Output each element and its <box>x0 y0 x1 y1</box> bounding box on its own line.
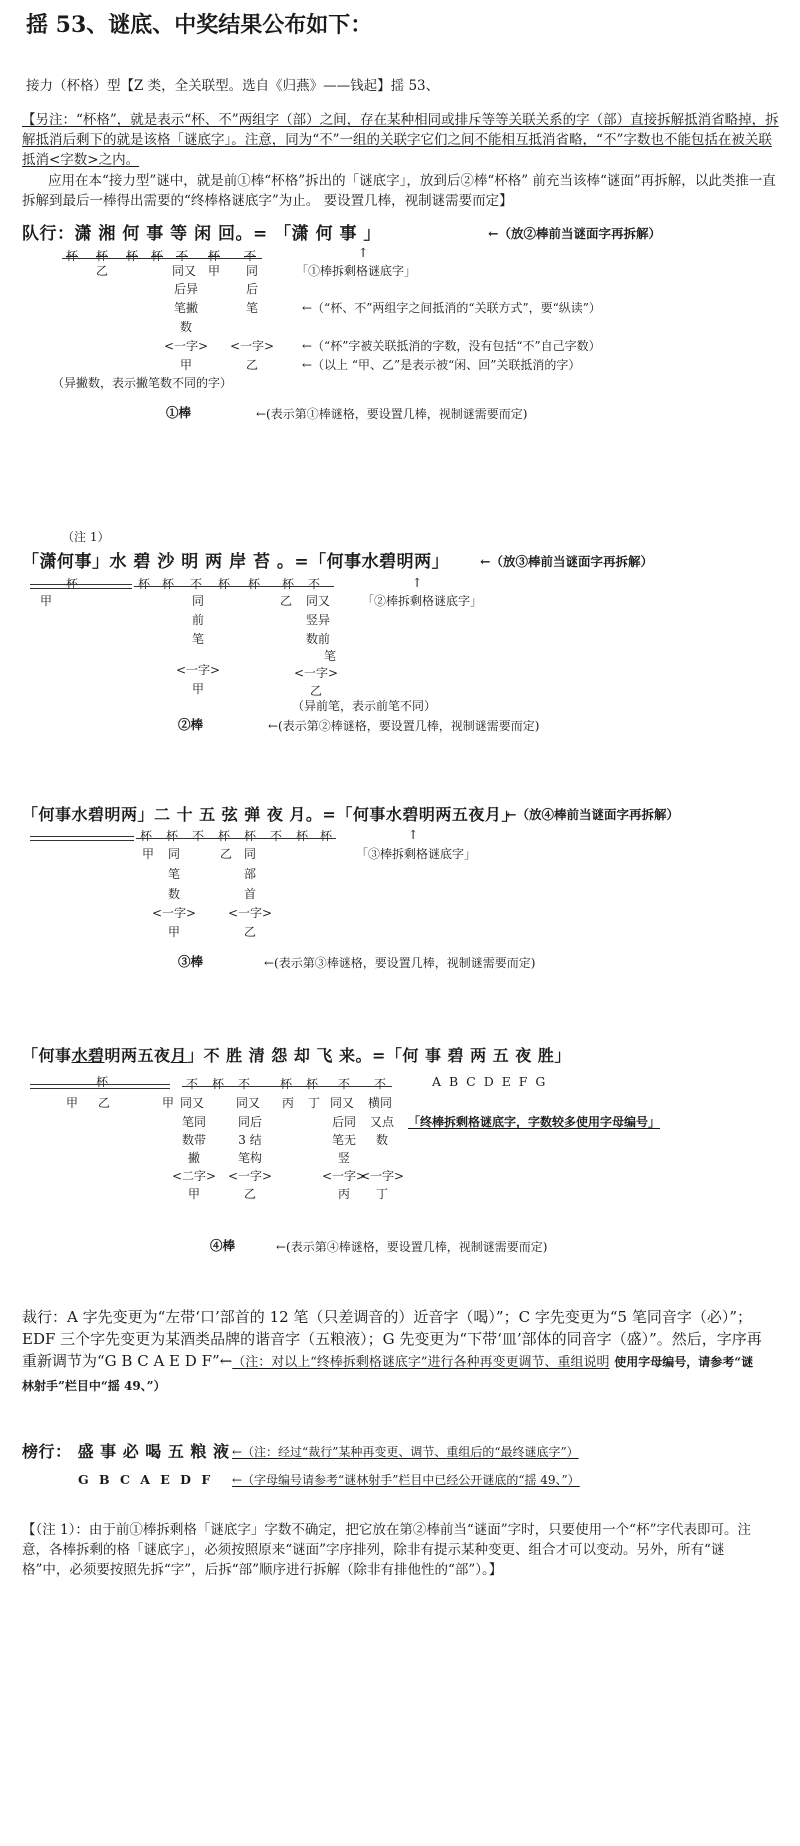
stage4-mark: 杯 <box>96 1075 109 1089</box>
stage1-col2: 后 <box>245 282 258 296</box>
stage1-mark: 杯 <box>151 249 164 263</box>
stage1-col1: 甲 <box>179 358 192 372</box>
stage1-col1: 后异 <box>173 282 198 296</box>
stage3-col2: 同 <box>243 847 256 861</box>
stage4-c2: 同后 <box>237 1115 262 1129</box>
stage2-mark: 杯 <box>248 577 261 591</box>
stage4-c1: 数带 <box>181 1133 206 1147</box>
stage2-strike-line <box>134 586 334 587</box>
stage1-up-arrow: ↑ <box>358 245 369 260</box>
stage3-mark: 杯 <box>320 829 333 843</box>
stage2-arrow-note: ←（放③棒前当谜面字再拆解） <box>480 554 653 569</box>
stage1-mark: 杯 <box>208 249 221 263</box>
stage3-mark: 不 <box>270 829 283 843</box>
stage1-note: ←（“杯”字被关联抵消的字数，没有包括“不”自己字数） <box>302 339 601 353</box>
stage1-row: 队行：潇 湘 何 事 等 闲 回。= 「潇 何 事 」 <box>22 224 381 244</box>
stage2-jia: 甲 <box>40 594 53 608</box>
stage1-stick: ①棒 <box>166 405 192 420</box>
stage4-letters: A B C D E F G <box>432 1074 548 1089</box>
stage2-col2: 乙 <box>309 684 322 698</box>
stage4-c4: 数 <box>375 1133 388 1147</box>
stage4-c1: 笔同 <box>181 1115 206 1129</box>
stage4-stick: ④棒 <box>210 1238 236 1253</box>
stage4-c4: <一字> <box>359 1169 405 1183</box>
stage2-col1: 同 <box>191 594 204 608</box>
stage3-jia: 甲 <box>142 847 155 861</box>
intro-note-a-text: 【另注：“杯格”，就是表示“杯、不”两组字（部）之间，存在某种相同或排斥等等关联关系的字（部）直接拆解抵消省略掉，拆解抵消后剩下的就是该格「谜底字」。注意，同为“不”一组的关联字它们之间不能相互抵消省略，“不”字数也不能包括在被关联抵消 <box>22 112 779 168</box>
cai-text: 裁行：A 字先变更为“左带‘口’部首的 12 笔（只差调音的）近音字（喝）”；C 字先变更为“5 笔同音字（必）”；EDF 三个字先变更为某酒类品牌的谐音字（五粮液）；G 先变更为“下带‘皿’部体的同音字（盛）”。然后，字序再重新调节为“G B C A E D F”←（注：对以上“终棒拆剩格谜底字”进行各种再变更调节、重组说明 使用字母编号，请参考“谜林射手”栏目中“揺 49、”） <box>22 1308 762 1393</box>
stage1-sub: 同 <box>246 264 259 278</box>
stage1-result-label: 「①棒拆剩格谜底字」 <box>296 264 417 278</box>
stage4-c3: 后同 <box>331 1115 356 1129</box>
stage2-col2: 同又 <box>305 594 330 608</box>
stage1-stick-note: ←(表示第①棒谜格，要设置几棒，视制谜需要而定) <box>256 407 528 421</box>
stage4-mark: 不 <box>238 1077 251 1091</box>
stage4-sub: 同又 <box>330 1096 355 1110</box>
bang-letters: G B C A E D F <box>78 1472 214 1487</box>
stage3-col1: 笔 <box>167 867 180 881</box>
stage1-sub: 乙 <box>96 264 109 278</box>
stage4-c3: 竖 <box>337 1151 350 1165</box>
stage3-mark: 杯 <box>140 829 153 843</box>
stage4-mark: 杯 <box>306 1077 319 1091</box>
stage1-strike-line <box>62 258 262 259</box>
stage2-mark: 杯 <box>138 577 151 591</box>
stage2-stick-note: ←(表示第②棒谜格，要设置几棒，视制谜需要而定) <box>268 719 540 733</box>
stage4-result-label: 「终棒拆剩格谜底字，字数较多使用字母编号」 <box>408 1115 661 1129</box>
stage4-mark: 杯 <box>280 1077 293 1091</box>
stage2-col1: 前 <box>191 613 204 627</box>
stage1-mark: 杯 <box>96 249 109 263</box>
intro-line: 接力（杯格）型【Z 类，全关联型。选自《归燕》——钱起】揺 53、 <box>26 78 440 94</box>
stage2-note: （异前笔，表示前笔不同） <box>292 699 437 713</box>
stage4-c2: 3 结 <box>238 1133 262 1147</box>
stage1-note: ←（以上 “甲、乙”是表示被“闲、回”关联抵消的字） <box>302 358 581 372</box>
stage3-col1: 甲 <box>167 925 180 939</box>
stage4-sub: 甲 <box>162 1096 175 1110</box>
stage1-note: ←（“杯、不”两组字之间抵消的“关联方式”，要“纵读”） <box>302 301 601 315</box>
stage3-double-line <box>30 836 134 841</box>
stage2-col2: <一字> <box>293 666 339 680</box>
stage1-col2: 笔 <box>245 301 258 315</box>
stage2-up-arrow: ↑ <box>412 575 423 590</box>
stage2-mark: 杯 <box>66 577 79 591</box>
stage4-c4: 又点 <box>369 1115 394 1129</box>
stage3-result-label: 「③棒拆剩格谜底字」 <box>356 847 477 861</box>
stage2-double-line <box>30 584 132 589</box>
stage1-col1: 笔撇 <box>173 301 198 315</box>
stage3-mark: 杯 <box>166 829 179 843</box>
stage4-mark: 杯 <box>212 1077 225 1091</box>
stage1-mark: 杯 <box>126 249 139 263</box>
stage3-col2: <一字> <box>227 906 273 920</box>
stage4-c1: 撇 <box>187 1151 200 1165</box>
stage1-col1: <一字> <box>163 339 209 353</box>
stage3-col2: 部 <box>243 867 256 881</box>
stage1-arrow-note: ←（放②棒前当谜面字再拆解） <box>488 226 661 241</box>
stage1-note: （异撇数，表示撇笔数不同的字） <box>52 376 233 390</box>
stage4-strike-line <box>182 1086 392 1087</box>
stage3-col2: 首 <box>243 887 256 901</box>
stage1-mark: 杯 <box>66 249 79 263</box>
stage2-col1: 笔 <box>191 632 204 646</box>
stage4-c2: 笔构 <box>237 1151 262 1165</box>
stage3-stick-note: ←(表示第③棒谜格，要设置几棒，视制谜需要而定) <box>264 956 536 970</box>
bang-letters-note: ←（字母编号请参考“谜林射手”栏目中已经公开谜底的“揺 49、”） <box>232 1473 580 1487</box>
stage2-stick: ②棒 <box>178 717 204 732</box>
intro-note-b: 应用在本“接力型”谜中，就是前①棒“杯格”拆出的「谜底字」，放到后②棒“杯格” 前充当该棒“谜面”再拆解，以此类推一直拆解到最后一棒得出需要的“终棒格谜底字”为止。 要设置几棒，视制谜需要而定】 <box>22 173 776 209</box>
stage2-col2: 数前 <box>305 632 330 646</box>
stage1-sub: 甲 <box>208 264 221 278</box>
stage4-sub: 横同 <box>368 1096 393 1110</box>
stage3-col2: 乙 <box>243 925 256 939</box>
stage1-mark: 不 <box>244 249 257 263</box>
footnote: 【（注 1）：由于前①棒拆剩格「谜底字」字数不确定，把它放在第②棒前当“谜面”字时，只要使用一个“杯”字代表即可。注意，各棒拆剩的格「谜底字」，必须按照原来“谜面”字序排列，除非有提示某种变更、组合才可以变动。另外，所有“谜格”中，必须要按照先拆“字”，后拆“部”顺序进行拆解（除非有排他性的“部”）。】 <box>22 1522 751 1578</box>
stage4-c3: <一字> <box>321 1169 367 1183</box>
stage3-stick: ③棒 <box>178 954 204 969</box>
stage4-c4: 丁 <box>375 1187 388 1201</box>
stage1-col2: 乙 <box>245 358 258 372</box>
stage4-c1: 甲 <box>187 1187 200 1201</box>
stage3-yi: 乙 <box>220 847 233 861</box>
stage4-sub: 乙 <box>98 1096 111 1110</box>
stage4-c3: 笔无 <box>331 1133 356 1147</box>
stage4-c3: 丙 <box>337 1187 350 1201</box>
stage4-sub: 同又 <box>180 1096 205 1110</box>
stage3-col1: 数 <box>167 887 180 901</box>
stage3-col1: <一字> <box>151 906 197 920</box>
stage2-yi: 乙 <box>280 594 293 608</box>
stage2-mark: 杯 <box>218 577 231 591</box>
stage1-mark: 不 <box>176 249 189 263</box>
stage2-col1: 甲 <box>191 682 204 696</box>
stage2-col1: <一字> <box>175 663 221 677</box>
stage4-row: 「何事水碧明两五夜月」不 胜 清 怨 却 飞 来。=「何 事 碧 两 五 夜 胜」 <box>22 1046 571 1065</box>
stage3-mark: 杯 <box>296 829 309 843</box>
stage2-col2: 竖异 <box>305 613 330 627</box>
stage4-stick-note: ←(表示第④棒谜格，要设置几棒，视制谜需要而定) <box>276 1240 548 1254</box>
stage3-mark: 杯 <box>218 829 231 843</box>
stage1-col1: 数 <box>179 320 192 334</box>
stage1-sub: 同又 <box>172 264 197 278</box>
stage2-mark: 不 <box>190 577 203 591</box>
bang-note: ←（注：经过“裁行”某种再变更、调节、重组后的“最终谜底字”） <box>232 1445 579 1459</box>
stage1-col2: <一字> <box>229 339 275 353</box>
stage3-row: 「何事水碧明两」二 十 五 弦 弹 夜 月。=「何事水碧明两五夜月」 <box>22 805 518 824</box>
stage4-mark: 不 <box>186 1077 199 1091</box>
stage4-c1: <二字> <box>171 1169 217 1183</box>
stage2-mark: 杯 <box>282 577 295 591</box>
stage4-mark: 不 <box>374 1077 387 1091</box>
bang-row: 榜行： 盛 事 必 喝 五 粮 液 <box>22 1442 230 1461</box>
stage4-mark: 不 <box>338 1077 351 1091</box>
stage3-arrow-note: ←（放④棒前当谜面字再拆解） <box>506 807 679 822</box>
stage3-strike-line <box>136 838 336 839</box>
stage4-sub: 丁 <box>308 1096 321 1110</box>
stage4-c2: 乙 <box>243 1187 256 1201</box>
stage3-mark: 不 <box>192 829 205 843</box>
intro-note-a-tail: <字数>之内。 <box>49 152 140 168</box>
stage2-zhu: （注 1） <box>62 530 110 544</box>
stage4-sub: 丙 <box>282 1096 295 1110</box>
stage2-col2: 笔 <box>323 649 336 663</box>
stage2-mark: 杯 <box>162 577 175 591</box>
stage4-c2: <一字> <box>227 1169 273 1183</box>
stage4-sub: 同又 <box>236 1096 261 1110</box>
intro-note-a <box>22 110 782 170</box>
stage2-row: 「潇何事」水 碧 沙 明 两 岸 苔 。=「何事水碧明两」 <box>22 552 450 572</box>
stage2-mark: 不 <box>308 577 321 591</box>
page-title: 揺 53、谜底、中奖结果公布如下： <box>26 12 373 38</box>
stage3-col1: 同 <box>167 847 180 861</box>
stage2-result-label: 「②棒拆剩格谜底字」 <box>362 594 483 608</box>
stage4-sub: 甲 <box>66 1096 79 1110</box>
stage3-up-arrow: ↑ <box>408 827 419 842</box>
stage3-mark: 杯 <box>244 829 257 843</box>
